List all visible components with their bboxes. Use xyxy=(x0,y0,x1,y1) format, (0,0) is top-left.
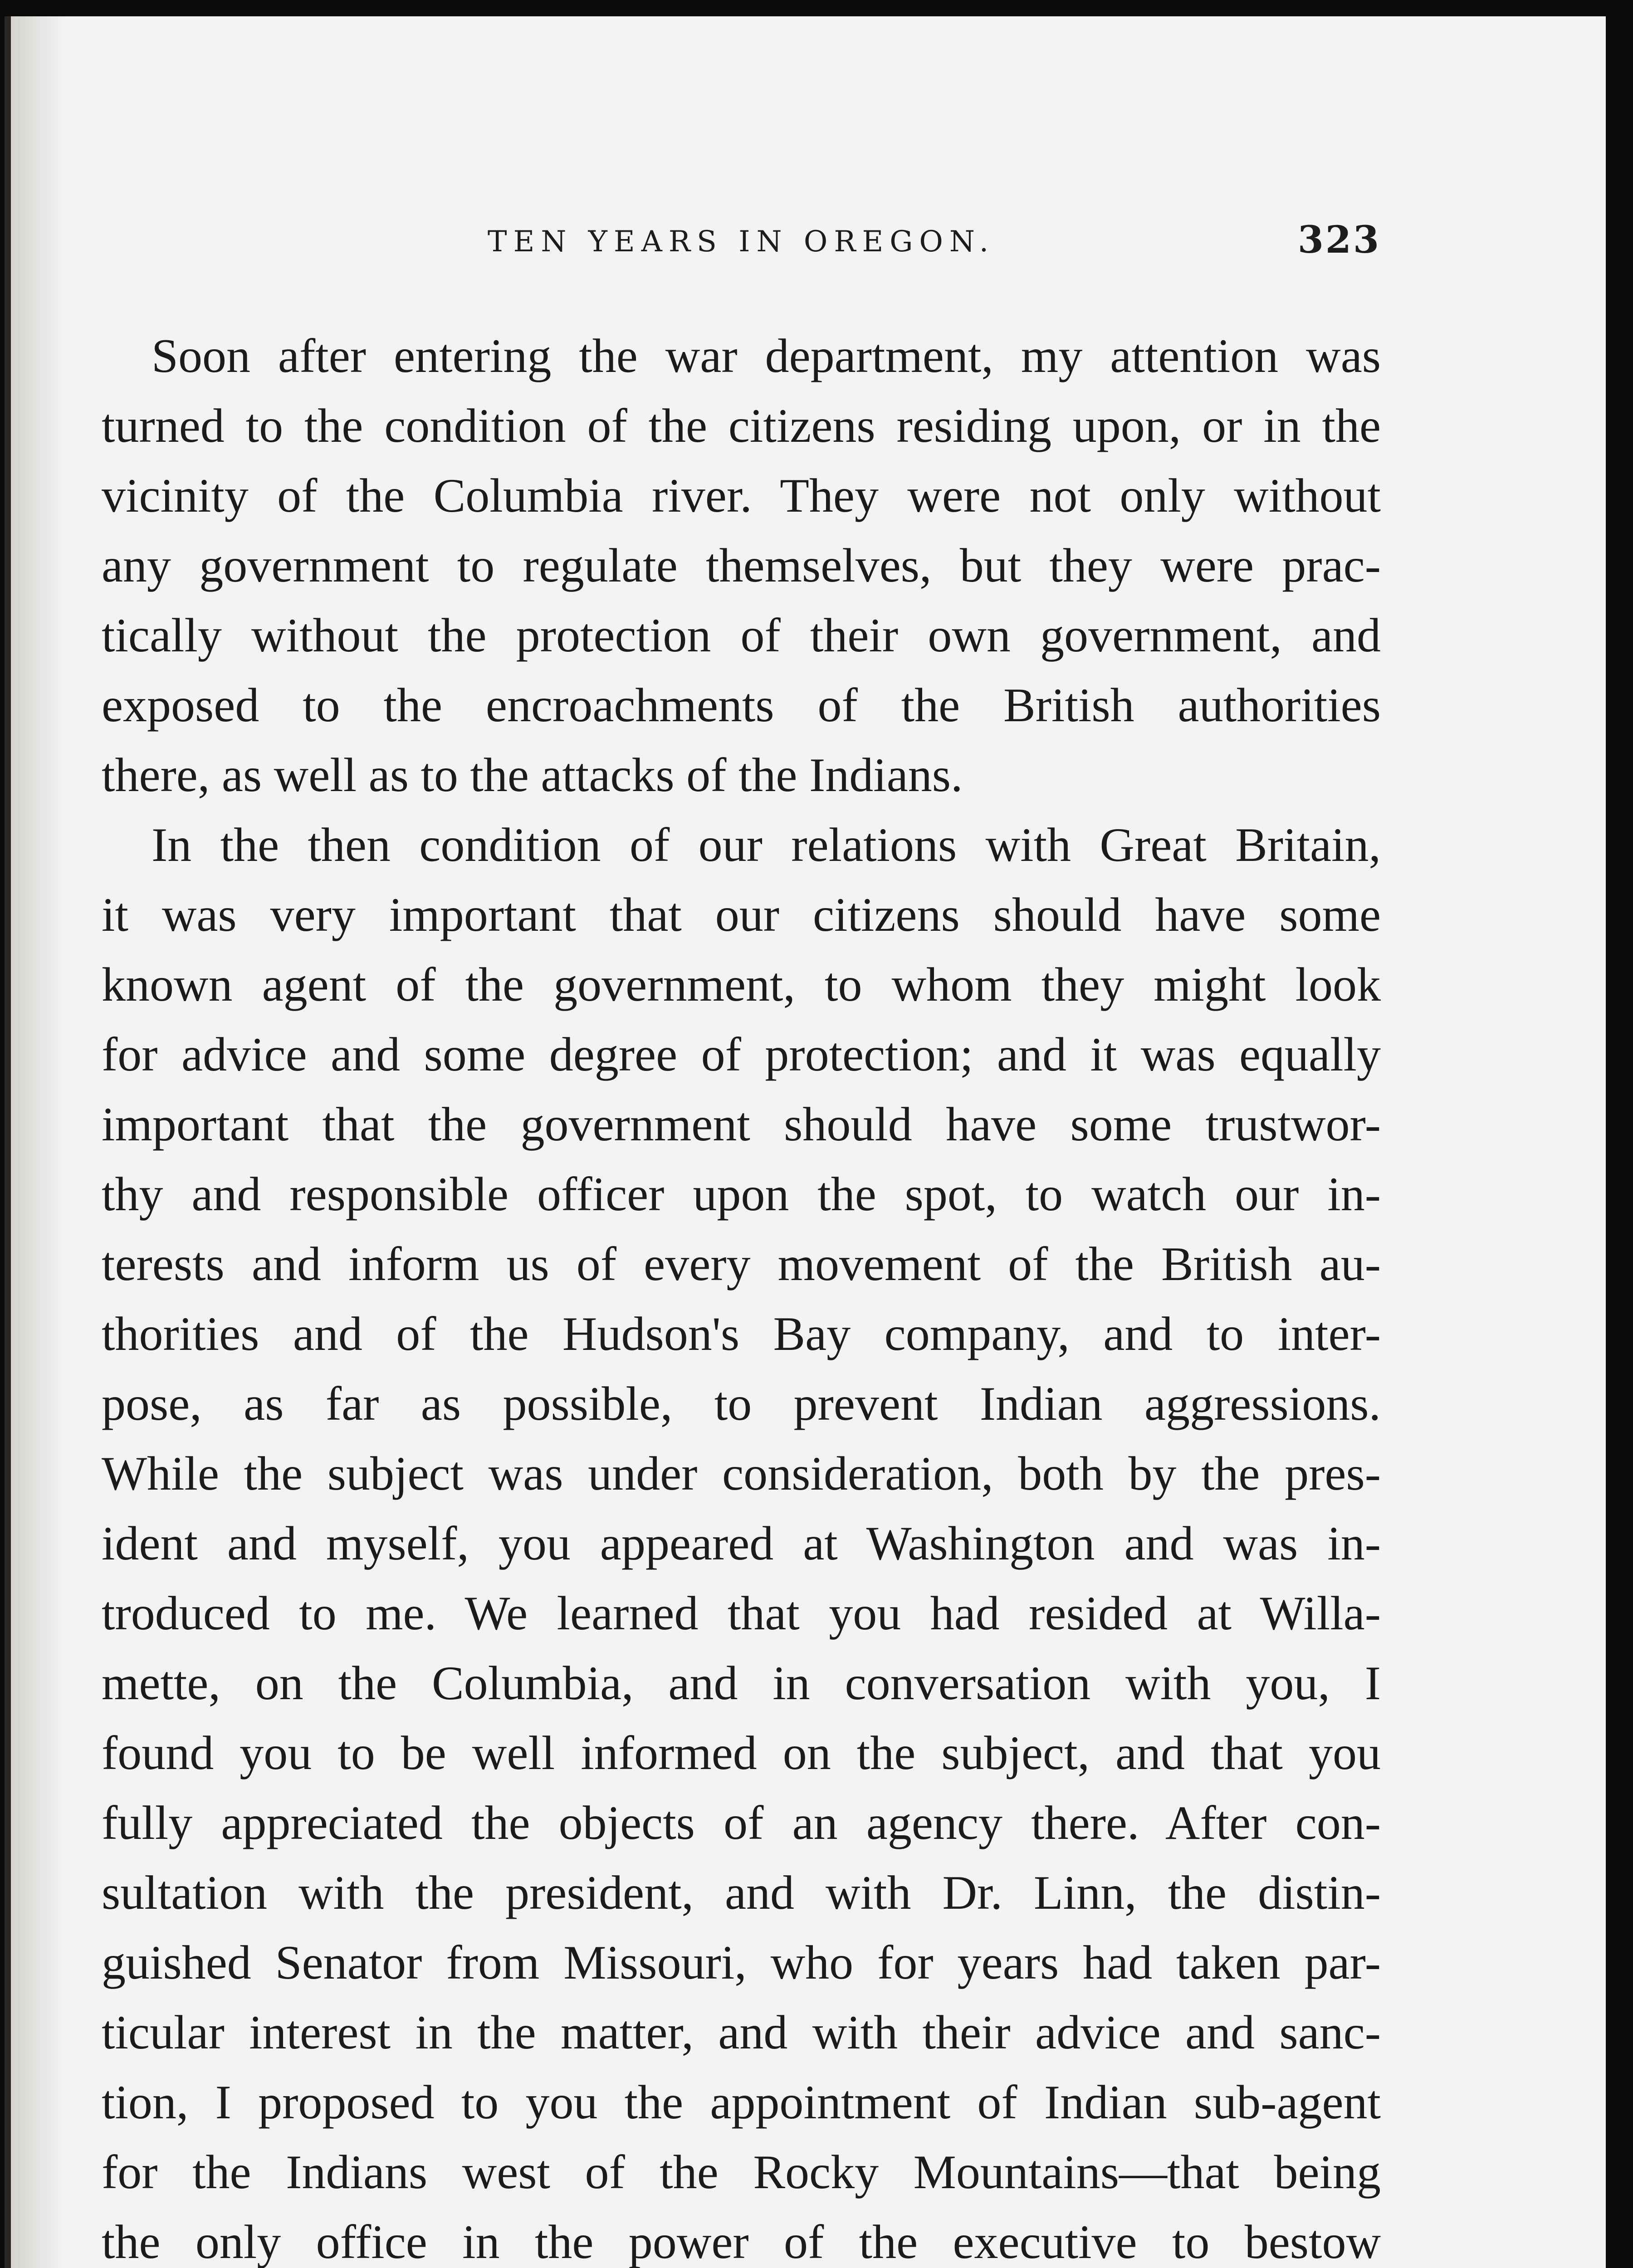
text-line: the only office in the power of the executive to bestow xyxy=(102,2215,1381,2268)
running-title: TEN YEARS IN OREGON. xyxy=(487,225,995,259)
text-line: pose, as far as possible, to prevent Indian aggressions. xyxy=(102,1377,1381,1430)
text-line: tically without the protection of their own government, and xyxy=(102,609,1381,662)
text-line: tion, I proposed to you the appointment of Indian sub-agent xyxy=(102,2076,1381,2129)
body-text xyxy=(102,321,1381,2268)
page-number: 323 xyxy=(1297,218,1381,262)
text-line: for advice and some degree of protection; and it was equally xyxy=(102,1028,1381,1081)
text-line: guished Senator from Missouri, who for years had taken par- xyxy=(102,1936,1381,1989)
text-line: troduced to me. We learned that you had resided at Willa- xyxy=(102,1587,1381,1640)
text-line: In the then condition of our relations with Great Britain, xyxy=(152,818,1381,871)
text-line: there, as well as to the attacks of the Indians. xyxy=(102,748,963,802)
text-line: for the Indians west of the Rocky Mountains—that being xyxy=(102,2146,1381,2199)
text-line: known agent of the government, to whom they might look xyxy=(102,958,1381,1011)
text-line: Soon after entering the war department, my attention was xyxy=(152,329,1381,382)
text-line: mette, on the Columbia, and in conversation with you, I xyxy=(102,1657,1381,1710)
text-line: ident and myself, you appeared at Washington and was in- xyxy=(102,1517,1381,1570)
running-header xyxy=(102,207,1381,270)
text-line: exposed to the encroachments of the British authorities xyxy=(102,679,1381,732)
text-line: important that the government should have some trustwor- xyxy=(102,1098,1381,1151)
text-line: fully appreciated the objects of an agency there. After con- xyxy=(102,1796,1381,1849)
text-line: thy and responsible officer upon the spot, to watch our in- xyxy=(102,1168,1381,1221)
text-line: it was very important that our citizens should have some xyxy=(102,888,1381,941)
text-line: found you to be well informed on the subject, and that you xyxy=(102,1726,1381,1779)
text-line: ticular interest in the matter, and with their advice and sanc- xyxy=(102,2006,1381,2059)
text-line: thorities and of the Hudson's Bay company, and to inter- xyxy=(102,1307,1381,1360)
text-line: terests and inform us of every movement of the British au- xyxy=(102,1237,1381,1290)
text-line: any government to regulate themselves, but they were prac- xyxy=(102,539,1381,592)
book-page xyxy=(5,16,1606,2268)
gutter-shadow xyxy=(11,16,65,2268)
text-line: vicinity of the Columbia river. They were not only without xyxy=(102,469,1381,522)
text-line: While the subject was under consideration, both by the pres- xyxy=(102,1447,1381,1500)
text-line: sultation with the president, and with Dr. Linn, the distin- xyxy=(102,1866,1381,1919)
text-line: turned to the condition of the citizens residing upon, or in the xyxy=(102,399,1381,452)
